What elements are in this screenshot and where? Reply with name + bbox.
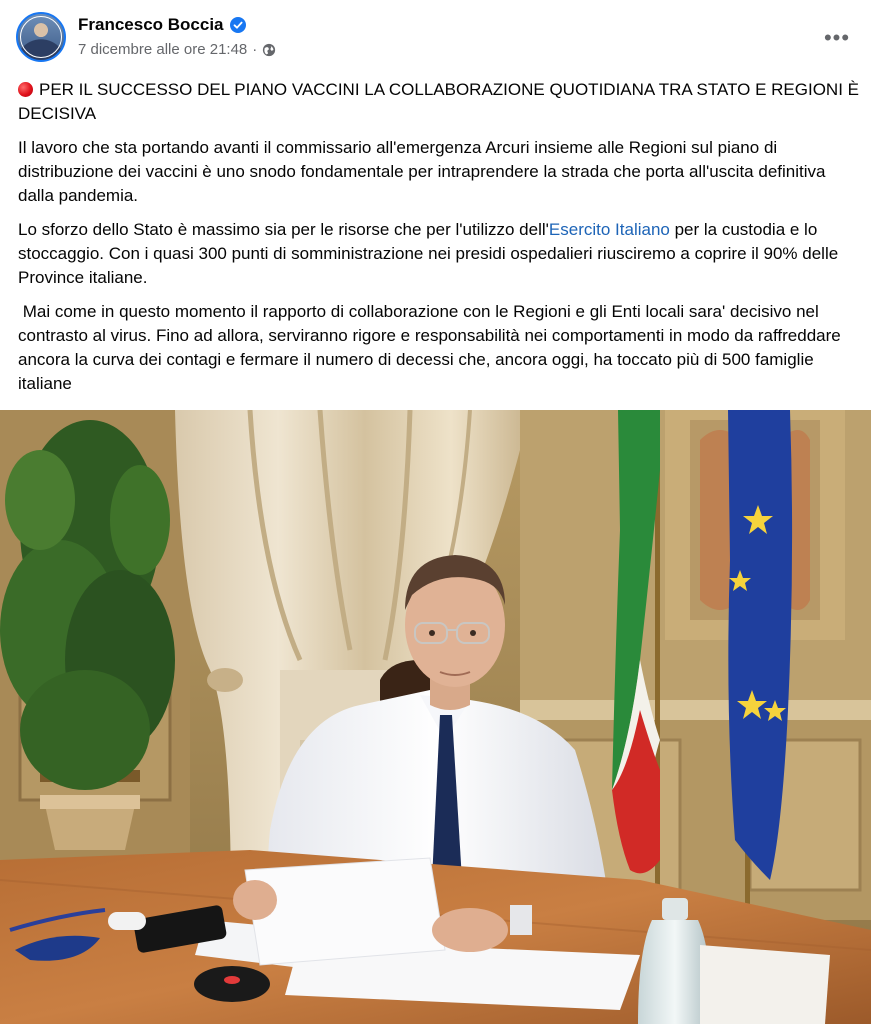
author-line — [78, 15, 246, 35]
plant-leaves — [0, 420, 175, 790]
paragraph-2-end: per la custodia e lo stoccaggio. Con i quasi 300 punti di somministrazione nei presidi ospedalieri riusciremo a coprire il 90% delle Province italiane. — [18, 220, 839, 287]
more-options-button[interactable]: ••• — [823, 25, 851, 50]
post-timestamp[interactable]: 7 dicembre alle ore 21:48 — [78, 41, 248, 58]
headline-text: PER IL SUCCESSO DEL PIANO VACCINI LA COLLABORAZIONE QUOTIDIANA TRA STATO E REGIONI È DECISIVA — [18, 80, 859, 123]
esercito-italiano-link[interactable]: Esercito Italiano — [548, 220, 670, 239]
post-headline — [18, 78, 863, 126]
post-paragraph-3: Mai come in questo momento il rapporto di collaborazione con le Regioni e gli Enti locali sara' decisivo nel contrasto al virus. Fino ad allora, serviranno rigore e responsabilità nei comportamenti in modo da raffreddare ancora la curva dei contagi e fermare il numero di decessi che, ancora oggi, ha toccato più di 500 famiglie italiane — [18, 302, 846, 393]
paragraph-2-start: Lo sforzo dello Stato è massimo sia per le risorse che per l'utilizzo dell' — [18, 220, 549, 239]
post-photo[interactable] — [0, 410, 871, 1024]
author-name[interactable]: Francesco Boccia — [78, 15, 224, 34]
post-paragraph-2 — [18, 218, 863, 290]
meta-separator: · — [252, 41, 258, 58]
post-text — [18, 78, 863, 406]
verified-badge-icon — [230, 17, 246, 33]
post-paragraph-1: Il lavoro che sta portando avanti il commissario all'emergenza Arcuri insieme alle Regioni sul piano di distribuzione dei vaccini è uno snodo fondamentale per intraprendere la strada che porta all'uscita definitiva dalla pandemia. — [18, 138, 826, 205]
red-circle-icon — [18, 82, 33, 97]
post-meta — [78, 41, 276, 58]
post-header — [16, 12, 855, 68]
avatar-ring — [20, 16, 62, 58]
globe-icon[interactable] — [262, 43, 276, 57]
author-avatar[interactable] — [16, 12, 66, 62]
photo-scene — [0, 410, 871, 1024]
